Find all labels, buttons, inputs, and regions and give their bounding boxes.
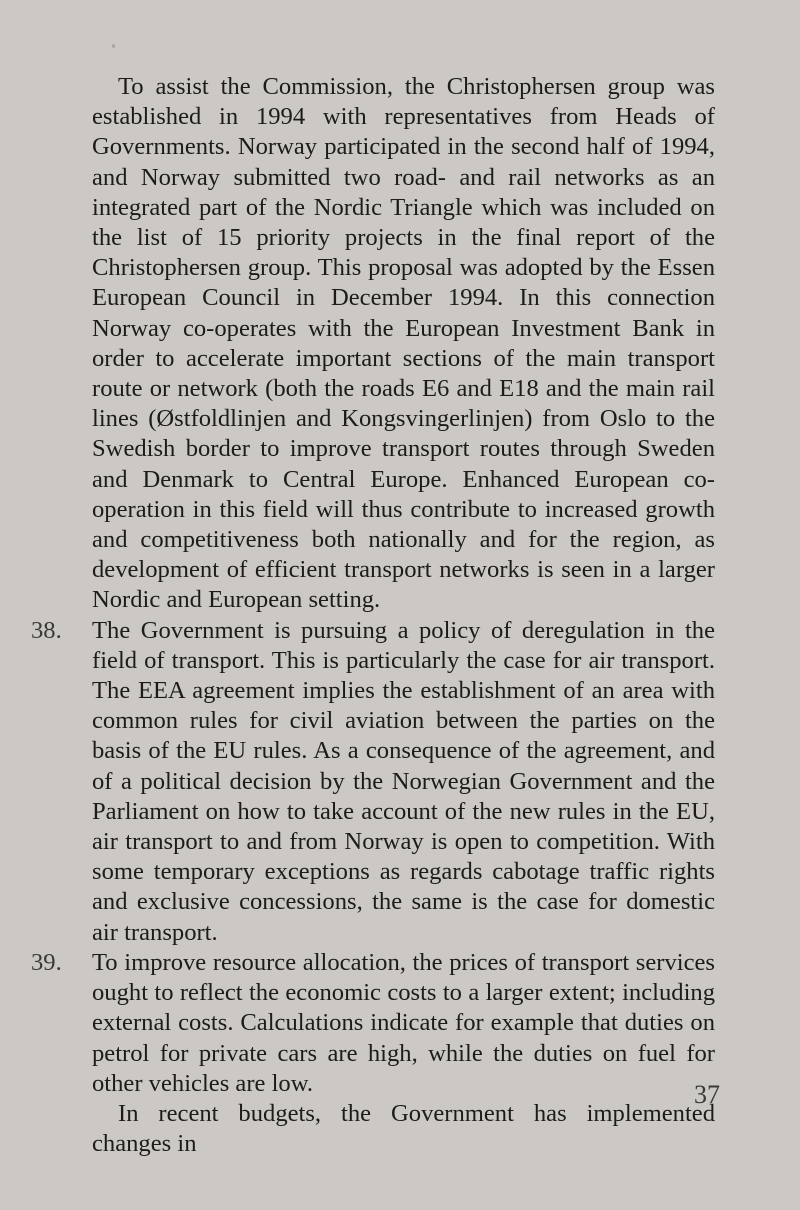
- body-text: [31, 72, 715, 1159]
- numbered-paragraph-39: [31, 948, 715, 1099]
- closing-fragment: In recent budgets, the Government has implemented changes in: [92, 1099, 715, 1158]
- intro-paragraph: To assist the Commission, the Christophersen group was established in 1994 with representatives from Heads of Governments. Norway participated in the second half of 1994, and Norway submitted two road- and rail networks as an integrated part of the Nordic Triangle which was included on the list of 15 priority projects in the final report of the Christophersen group. This proposal was adopted by the Essen European Council in December 1994. In this connection Norway co-operates with the European Investment Bank in order to accelerate important sections of the main transport route or network (both the roads E6 and E18 and the main rail lines (Østfoldlinjen and Kongsvingerlinjen) from Oslo to the Swedish border to improve transport routes through Sweden and Denmark to Central Europe. Enhanced European co-operation in this field will thus contribute to increased growth and competitiveness both nationally and for the region, as development of efficient transport networks is seen in a larger Nordic and European setting.: [92, 73, 715, 614]
- paragraph-number: 39.: [31, 948, 62, 976]
- paragraph-number: 38.: [31, 616, 62, 644]
- paper-speck: [112, 44, 115, 48]
- page-number: 37: [694, 1080, 720, 1109]
- numbered-paragraph-38: [31, 616, 715, 948]
- paragraph-text: To improve resource allocation, the prices of transport services ought to reflect the economic costs to a larger extent; including external costs. Calculations indicate for example that duties on petrol for private cars are high, while the duties on fuel for other vehicles are low.: [92, 948, 715, 1097]
- paragraph-text: The Government is pursuing a policy of deregulation in the field of transport. This is particularly the case for air transport. The EEA agreement implies the establishment of an area with common rules for civil aviation between the parties on the basis of the EU rules. As a consequence of the agreement, and of a political decision by the Norwegian Government and the Parliament on how to take account of the new rules in the EU, air transport to and from Norway is open to competition. With some temporary exceptions as regards cabotage traffic rights and exclusive concessions, the same is the case for domestic air transport.: [92, 616, 715, 946]
